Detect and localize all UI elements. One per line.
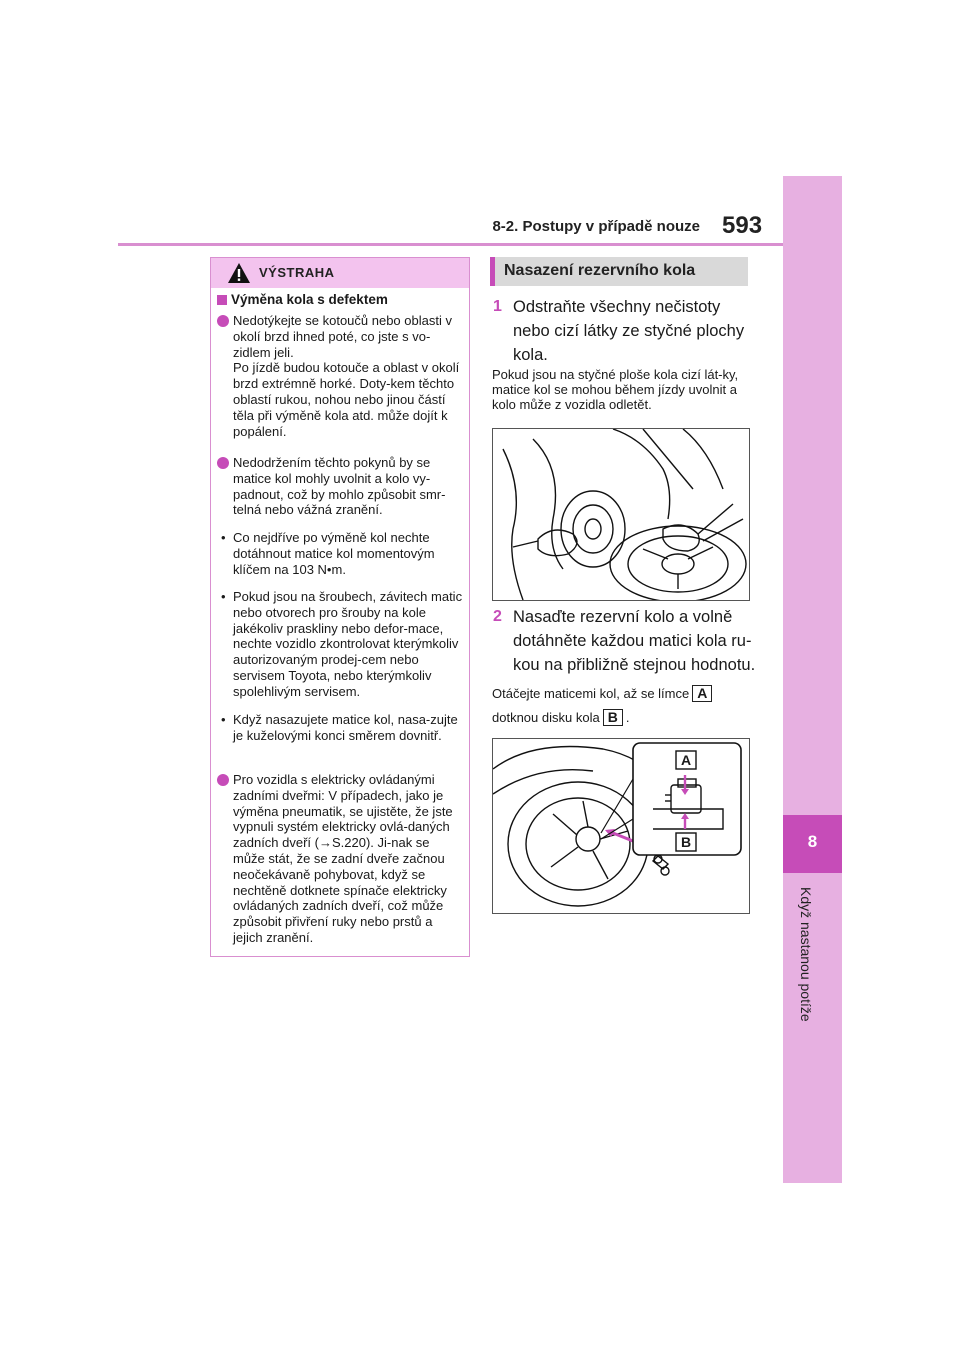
figure-label-a: A [680,752,692,768]
warning-item-text: Když nasazujete matice kol, nasa-zujte je kuželovými konci směrem dovnitř. [233,712,458,743]
section-heading-accent [490,257,495,286]
step-2-note-line-2 [492,709,754,726]
warning-heading-row [217,292,463,308]
step-2-note-end: . [625,710,630,725]
step-2-number: 2 [493,608,502,625]
warning-item-text: Pokud jsou na šroubech, závitech matic nebo otvorech pro šrouby na kole jakékoliv praskliny nebo defor-mace, nechte vozidlo zkontrolovat kterýmkoliv autorizovaným prodej-cem nebo servisem Toyota, nebo kterýmkoliv spolehlivým servisem. [233,589,463,699]
page-number: 593 [722,212,763,239]
warning-item [217,455,463,518]
step-1-number: 1 [493,298,502,315]
step-1-text: Odstraňte všechny nečistoty nebo cizí látky ze styčné plochy kola. [513,298,745,364]
warning-item-text: Co nejdříve po výměně kol nechte dotáhnout matice kol momentovým klíčem na 103 N•m. [233,530,435,577]
step-2-text: Nasaďte rezervní kolo a volně dotáhněte každou matici kola ru-kou na přibližně stejnou hodnotu. [513,608,756,674]
header-rule [118,243,783,246]
warning-header [211,258,469,288]
figure-clean-mounting-surface [492,428,750,601]
round-bullet-icon [217,774,229,786]
figure-label-b: B [680,834,692,850]
step-2-note-part-a: Otáčejte maticemi kol, až se límce [492,686,690,701]
dash-bullet: • [221,589,226,604]
warning-item [217,772,463,946]
step-2-note-part-b: dotknou disku kola [492,710,600,725]
chapter-number: 8 [807,832,818,851]
warning-item [217,313,463,439]
round-bullet-icon [217,457,229,469]
chapter-title-text: Když nastanou potíže [798,887,814,1022]
section-title: 8-2. Postupy v případě nouze [492,218,700,235]
square-bullet-icon [217,295,227,305]
warning-box [210,257,470,957]
warning-item [217,530,463,577]
figure-install-spare-wheel [492,738,750,914]
clean-wheel-illustration [493,429,749,600]
warning-item [217,712,463,744]
label-a-box: A [692,685,712,702]
warning-item [217,589,463,700]
round-bullet-icon [217,315,229,327]
warning-triangle-icon [227,262,251,284]
step-1-note: Pokud jsou na styčné ploše kola cizí lát-ky, matice kol se mohou během jízdy uvolnit a kolo může z vozidla odletět. [492,367,739,412]
warning-item-text: Nedodržením těchto pokynů by se matice kol mohly uvolnit a kolo vy-padnout, což by mohlo způsobit smr-telná nebo vážná zranění. [233,455,446,518]
warning-item-text: Nedotýkejte se kotoučů nebo oblasti v okolí brzd ihned poté, co jste s vo-zidlem jeli. Po jízdě budou kotouče a oblast v okolí brzd extrémně horké. Doty-kem těchto oblastí rukou, nohou nebo jinou částí těla při výměně kola atd. může dojít k popálení. [233,313,460,439]
section-heading: Nasazení rezervního kola [504,262,696,279]
spare-wheel-illustration [493,739,749,913]
label-b-box: B [603,709,623,726]
warning-title: VÝSTRAHA [259,265,335,280]
chapter-title [798,887,826,1047]
step-2-note-line-1 [492,685,754,702]
warning-item-text: Pro vozidla s elektricky ovládanými zadními dveřmi: V případech, jako je výměna pneumatik, se ujistěte, že jste vypnuli systém elektricky ovlá-daných zadních dveří (→S.220). Ji-nak se může stát, že se zadní dveře začnou neočekávaně pohybovat, když se nechtěně dotknete spínače elektricky ovládaných zadních dveří, což může způsobit přivření ruky nebo prstů a jejich zranění. [233,772,453,945]
warning-heading: Výměna kola s defektem [231,292,388,307]
dash-bullet: • [221,530,226,545]
dash-bullet: • [221,712,226,727]
